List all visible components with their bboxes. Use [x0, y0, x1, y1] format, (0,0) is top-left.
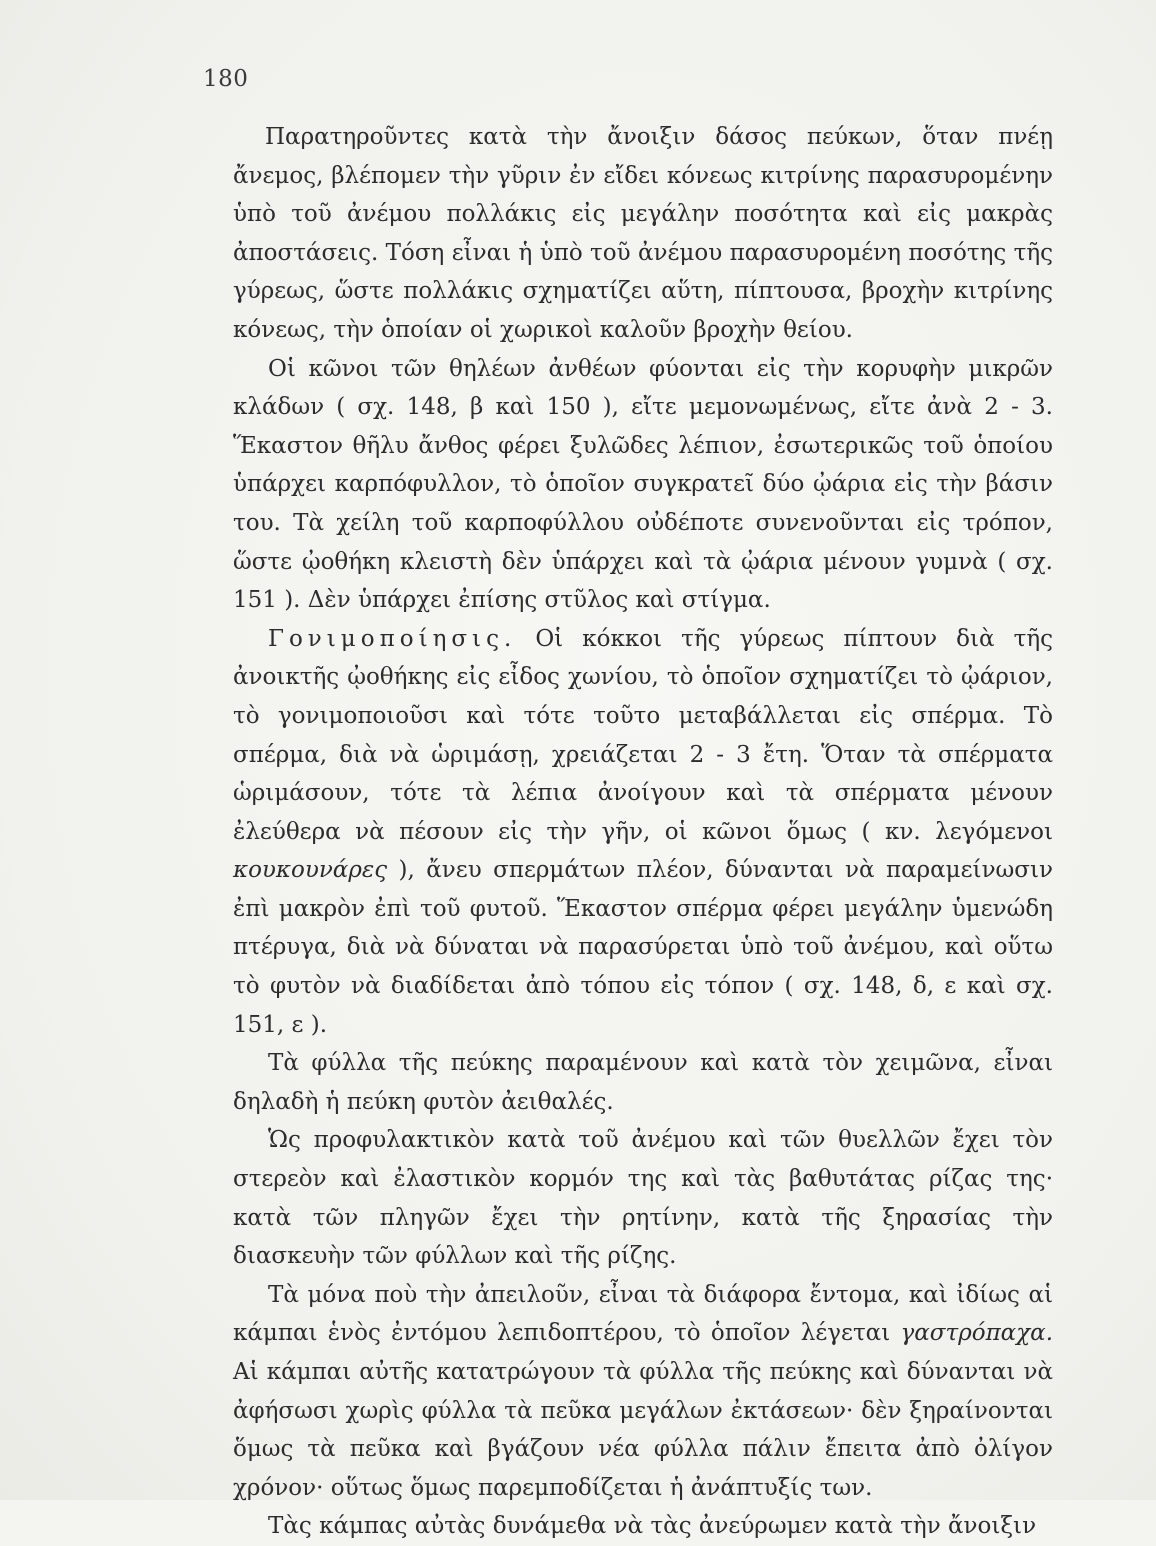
paragraph-text-continued: ), ἄνευ σπερμάτων πλέον, δύνανται νὰ παραμείνωσιν ἐπὶ μακρὸν ἐπὶ τοῦ φυτοῦ. Ἕκαστον σπέρμα φέρει μεγάλην ὑμενώδη πτέρυγα, διὰ νὰ δύναται νὰ παρασύρεται ὑπὸ τοῦ ἀνέμου, καὶ οὕτω τὸ φυτὸν νὰ διαδίδεται ἀπὸ τόπου εἰς τόπον ( σχ. 148, δ, ε καὶ σχ. 151, ε ).: [233, 857, 1054, 1038]
paragraph-insects: [233, 1276, 1053, 1508]
paragraph-text-continued: Αἱ κάμπαι αὐτῆς κατατρώγουν τὰ φύλλα τῆς πεύκης καὶ δύνανται νὰ ἀφήσωσι χωρὶς φύλλα τὰ πεῦκα μεγάλων ἐκτάσεων· δὲν ξηραίνονται ὅμως τὰ πεῦκα καὶ βγάζουν νέα φύλλα πάλιν ἔπειτα ἀπὸ ὀλίγον χρόνον· οὕτως ὅμως παρεμποδίζεται ἡ ἀνάπτυξίς των.: [233, 1359, 1053, 1501]
page-number: 180: [203, 66, 249, 92]
italic-term: κουκουνάρες: [233, 857, 388, 884]
paragraph-text: Ὡς προφυλακτικὸν κατὰ τοῦ ἀνέμου καὶ τῶν θυελλῶν ἔχει τὸν στερεὸν καὶ ἐλαστικὸν κορμόν της καὶ τὰς βαθυτάτας ρίζας της· κατὰ τῶν πληγῶν ἔχει τὴν ρητίνην, κατὰ τῆς ξηρασίας τὴν διασκευὴν τῶν φύλλων καὶ τῆς ρίζης.: [233, 1127, 1053, 1270]
body-text: [233, 118, 1053, 1546]
paragraph-fertilization: [233, 620, 1053, 1045]
paragraph-pollen-wind: [233, 118, 1053, 350]
paragraph-text: Οἱ κόκκοι τῆς γύρεως πίπτουν διὰ τῆς ἀνοικτῆς ᾠοθήκης εἰς εἶδος χωνίου, τὸ ὁποῖον σχηματίζει τὸ ᾠάριον, τὸ γονιμοποιοῦσι καὶ τότε τοῦτο μεταβάλλεται εἰς σπέρμα. Τὸ σπέρμα, διὰ νὰ ὡριμάσῃ, χρειάζεται 2 - 3 ἔτη. Ὅταν τὰ σπέρματα ὡριμάσουν, τότε τὰ λέπια ἀνοίγουν καὶ τὰ σπέρματα μένουν ἐλεύθερα νὰ πέσουν εἰς τὴν γῆν, οἱ κῶνοι ὅμως ( κν. λεγόμενοι: [233, 625, 1053, 845]
paragraph-text: Οἱ κῶνοι τῶν θηλέων ἀνθέων φύονται εἰς τὴν κορυφὴν μικρῶν κλάδων ( σχ. 148, β καὶ 150 ), εἴτε μεμονωμένως, εἴτε ἀνὰ 2 - 3. Ἕκαστον θῆλυ ἄνθος φέρει ξυλῶδες λέπιον, ἐσωτερικῶς τοῦ ὁποίου ὑπάρχει καρπόφυλλον, τὸ ὁποῖον συγκρατεῖ δύο ᾠάρια εἰς τὴν βάσιν του. Τὰ χείλη τοῦ καρποφύλλου οὐδέποτε συνενοῦνται εἰς τρόπον, ὥστε ᾠοθήκη κλειστὴ δὲν ὑπάρχει καὶ τὰ ᾠάρια μένουν γυμνὰ ( σχ. 151 ). Δὲν ὑπάρχει ἐπίσης στῦλος καὶ στίγμα.: [233, 355, 1053, 614]
paragraph-text: Τὰς κάμπας αὐτὰς δυνάμεθα νὰ τὰς ἀνεύρωμεν κατὰ τὴν ἄνοιξιν: [268, 1513, 1037, 1540]
paragraph-text: Τὰ μόνα ποὺ τὴν ἀπειλοῦν, εἶναι τὰ διάφορα ἔντομα, καὶ ἰδίως αἱ κάμπαι ἑνὸς ἐντόμου λεπιδοπτέρου, τὸ ὁποῖον λέγεται: [233, 1281, 1053, 1347]
paragraph-female-cones: [233, 350, 1053, 620]
paragraph-evergreen: [233, 1044, 1053, 1121]
italic-term: γαστρόπαχα.: [900, 1320, 1053, 1347]
section-heading: Γονιμοποίησις.: [268, 625, 517, 652]
paragraph-caterpillars: [233, 1507, 1053, 1546]
paragraph-text: Παρατηροῦντες κατὰ τὴν ἄνοιξιν δάσος πεύκων, ὅταν πνέῃ ἄνεμος, βλέπομεν τὴν γῦριν ἐν εἴδει κόνεως κιτρίνης παρασυρομένην ὑπὸ τοῦ ἀνέμου πολλάκις εἰς μεγάλην ποσότητα καὶ εἰς μακρὰς ἀποστάσεις. Τόση εἶναι ἡ ὑπὸ τοῦ ἀνέμου παρασυρομένη ποσότης τῆς γύρεως, ὥστε πολλάκις σχηματίζει αὕτη, πίπτουσα, βροχὴν κιτρίνης κόνεως, τὴν ὁποίαν οἱ χωρικοὶ καλοῦν βροχὴν θείου.: [233, 124, 1053, 343]
paragraph-protection: [233, 1121, 1053, 1275]
paragraph-text: Τὰ φύλλα τῆς πεύκης παραμένουν καὶ κατὰ τὸν χειμῶνα, εἶναι δηλαδὴ ἡ πεύκη φυτὸν ἀειθαλές.: [233, 1050, 1053, 1115]
